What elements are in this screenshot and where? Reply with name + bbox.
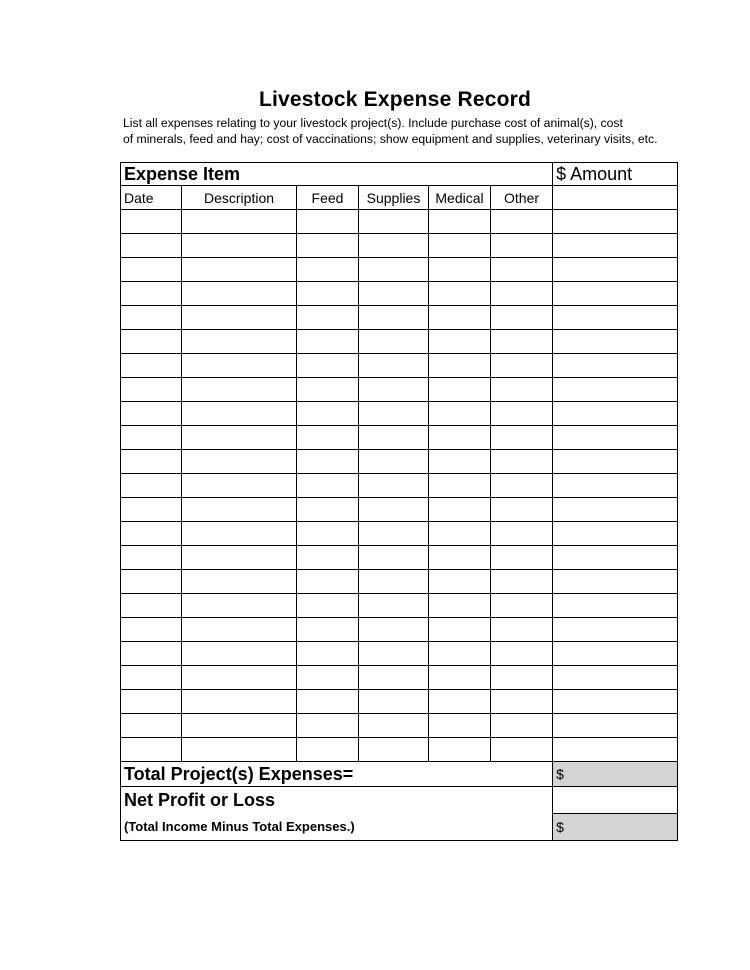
cell-supplies[interactable] xyxy=(359,426,429,450)
cell-medical[interactable] xyxy=(429,642,491,666)
cell-date[interactable] xyxy=(121,402,182,426)
table-row xyxy=(121,594,678,618)
table-row xyxy=(121,450,678,474)
cell-feed[interactable] xyxy=(297,690,359,714)
cell-description[interactable] xyxy=(182,282,297,306)
table-row xyxy=(121,618,678,642)
cell-feed[interactable] xyxy=(297,210,359,234)
column-header-feed: Feed xyxy=(297,186,359,210)
table-row xyxy=(121,474,678,498)
cell-amount[interactable] xyxy=(553,498,678,522)
cell-feed[interactable] xyxy=(297,474,359,498)
cell-medical[interactable] xyxy=(429,570,491,594)
cell-amount[interactable] xyxy=(553,546,678,570)
cell-other[interactable] xyxy=(491,570,553,594)
cell-date[interactable] xyxy=(121,498,182,522)
cell-other[interactable] xyxy=(491,234,553,258)
cell-supplies[interactable] xyxy=(359,234,429,258)
cell-date[interactable] xyxy=(121,690,182,714)
cell-description[interactable] xyxy=(182,714,297,738)
cell-description[interactable] xyxy=(182,594,297,618)
cell-feed[interactable] xyxy=(297,402,359,426)
cell-description[interactable] xyxy=(182,426,297,450)
table-row xyxy=(121,330,678,354)
cell-feed[interactable] xyxy=(297,426,359,450)
cell-medical[interactable] xyxy=(429,402,491,426)
table-row xyxy=(121,354,678,378)
cell-description[interactable] xyxy=(182,450,297,474)
instructions-line-2: of minerals, feed and hay; cost of vaccinations; show equipment and supplies, veterinary visits, etc. xyxy=(123,132,658,146)
table-row xyxy=(121,234,678,258)
cell-supplies[interactable] xyxy=(359,210,429,234)
cell-other[interactable] xyxy=(491,546,553,570)
cell-other[interactable] xyxy=(491,402,553,426)
cell-amount[interactable] xyxy=(553,666,678,690)
cell-amount[interactable] xyxy=(553,210,678,234)
cell-amount[interactable] xyxy=(553,474,678,498)
cell-supplies[interactable] xyxy=(359,738,429,762)
cell-other[interactable] xyxy=(491,306,553,330)
cell-supplies[interactable] xyxy=(359,690,429,714)
cell-amount[interactable] xyxy=(553,690,678,714)
cell-feed[interactable] xyxy=(297,570,359,594)
cell-description[interactable] xyxy=(182,666,297,690)
cell-feed[interactable] xyxy=(297,594,359,618)
cell-other[interactable] xyxy=(491,714,553,738)
cell-medical[interactable] xyxy=(429,282,491,306)
expense-item-header: Expense Item xyxy=(121,163,553,186)
column-header-description: Description xyxy=(182,186,297,210)
net-profit-sub-label: (Total Income Minus Total Expenses.) xyxy=(121,814,553,841)
net-profit-sub-row xyxy=(121,814,678,841)
cell-other[interactable] xyxy=(491,210,553,234)
cell-date[interactable] xyxy=(121,306,182,330)
cell-medical[interactable] xyxy=(429,450,491,474)
cell-description[interactable] xyxy=(182,354,297,378)
cell-other[interactable] xyxy=(491,378,553,402)
cell-date[interactable] xyxy=(121,474,182,498)
cell-other[interactable] xyxy=(491,498,553,522)
table-row xyxy=(121,714,678,738)
cell-supplies[interactable] xyxy=(359,666,429,690)
net-profit-label: Net Profit or Loss xyxy=(121,787,553,814)
table-row xyxy=(121,570,678,594)
cell-feed[interactable] xyxy=(297,330,359,354)
cell-supplies[interactable] xyxy=(359,642,429,666)
cell-description[interactable] xyxy=(182,522,297,546)
cell-other[interactable] xyxy=(491,642,553,666)
cell-description[interactable] xyxy=(182,306,297,330)
cell-medical[interactable] xyxy=(429,522,491,546)
cell-amount[interactable] xyxy=(553,738,678,762)
cell-other[interactable] xyxy=(491,426,553,450)
cell-other[interactable] xyxy=(491,450,553,474)
cell-feed[interactable] xyxy=(297,738,359,762)
table-row xyxy=(121,402,678,426)
cell-medical[interactable] xyxy=(429,738,491,762)
cell-date[interactable] xyxy=(121,714,182,738)
cell-description[interactable] xyxy=(182,258,297,282)
cell-medical[interactable] xyxy=(429,546,491,570)
column-header-date: Date xyxy=(121,186,182,210)
cell-date[interactable] xyxy=(121,546,182,570)
table-row xyxy=(121,426,678,450)
cell-medical[interactable] xyxy=(429,210,491,234)
cell-description[interactable] xyxy=(182,378,297,402)
cell-feed[interactable] xyxy=(297,306,359,330)
table-row xyxy=(121,498,678,522)
cell-date[interactable] xyxy=(121,258,182,282)
cell-description[interactable] xyxy=(182,642,297,666)
cell-description[interactable] xyxy=(182,498,297,522)
cell-amount[interactable] xyxy=(553,258,678,282)
cell-supplies[interactable] xyxy=(359,282,429,306)
cell-date[interactable] xyxy=(121,570,182,594)
cell-medical[interactable] xyxy=(429,594,491,618)
cell-supplies[interactable] xyxy=(359,450,429,474)
cell-feed[interactable] xyxy=(297,354,359,378)
cell-other[interactable] xyxy=(491,258,553,282)
header-row-columns xyxy=(121,186,678,210)
cell-other[interactable] xyxy=(491,474,553,498)
cell-amount[interactable] xyxy=(553,282,678,306)
cell-feed[interactable] xyxy=(297,618,359,642)
cell-medical[interactable] xyxy=(429,354,491,378)
cell-other[interactable] xyxy=(491,354,553,378)
column-header-other: Other xyxy=(491,186,553,210)
cell-supplies[interactable] xyxy=(359,594,429,618)
cell-amount[interactable] xyxy=(553,570,678,594)
cell-other[interactable] xyxy=(491,738,553,762)
cell-supplies[interactable] xyxy=(359,306,429,330)
net-profit-blank xyxy=(553,787,678,814)
cell-supplies[interactable] xyxy=(359,714,429,738)
cell-description[interactable] xyxy=(182,570,297,594)
table-row xyxy=(121,642,678,666)
cell-description[interactable] xyxy=(182,738,297,762)
cell-feed[interactable] xyxy=(297,522,359,546)
cell-supplies[interactable] xyxy=(359,618,429,642)
cell-amount[interactable] xyxy=(553,234,678,258)
table-row xyxy=(121,306,678,330)
cell-description[interactable] xyxy=(182,474,297,498)
cell-date[interactable] xyxy=(121,378,182,402)
cell-description[interactable] xyxy=(182,690,297,714)
total-row xyxy=(121,762,678,787)
cell-medical[interactable] xyxy=(429,234,491,258)
cell-amount[interactable] xyxy=(553,642,678,666)
cell-medical[interactable] xyxy=(429,498,491,522)
cell-other[interactable] xyxy=(491,282,553,306)
cell-feed[interactable] xyxy=(297,234,359,258)
cell-description[interactable] xyxy=(182,210,297,234)
cell-date[interactable] xyxy=(121,522,182,546)
cell-medical[interactable] xyxy=(429,378,491,402)
cell-medical[interactable] xyxy=(429,426,491,450)
cell-feed[interactable] xyxy=(297,258,359,282)
cell-amount[interactable] xyxy=(553,354,678,378)
cell-supplies[interactable] xyxy=(359,570,429,594)
total-expenses-label: Total Project(s) Expenses= xyxy=(121,762,553,787)
net-profit-row xyxy=(121,787,678,814)
cell-feed[interactable] xyxy=(297,498,359,522)
page-title: Livestock Expense Record xyxy=(258,88,532,111)
cell-amount[interactable] xyxy=(553,330,678,354)
cell-feed[interactable] xyxy=(297,642,359,666)
cell-amount[interactable] xyxy=(553,426,678,450)
cell-supplies[interactable] xyxy=(359,522,429,546)
cell-date[interactable] xyxy=(121,666,182,690)
cell-medical[interactable] xyxy=(429,474,491,498)
cell-other[interactable] xyxy=(491,594,553,618)
cell-other[interactable] xyxy=(491,690,553,714)
cell-supplies[interactable] xyxy=(359,474,429,498)
cell-amount[interactable] xyxy=(553,594,678,618)
table-row xyxy=(121,258,678,282)
table-row xyxy=(121,666,678,690)
cell-amount[interactable] xyxy=(553,522,678,546)
cell-amount[interactable] xyxy=(553,306,678,330)
cell-medical[interactable] xyxy=(429,690,491,714)
column-header-amount-blank xyxy=(553,186,678,210)
cell-medical[interactable] xyxy=(429,306,491,330)
cell-date[interactable] xyxy=(121,354,182,378)
cell-other[interactable] xyxy=(491,618,553,642)
cell-supplies[interactable] xyxy=(359,498,429,522)
instructions-line-1: List all expenses relating to your livestock project(s). Include purchase cost of animal(s), cost xyxy=(123,116,623,130)
table-row xyxy=(121,546,678,570)
cell-supplies[interactable] xyxy=(359,330,429,354)
cell-supplies[interactable] xyxy=(359,258,429,282)
cell-description[interactable] xyxy=(182,546,297,570)
cell-medical[interactable] xyxy=(429,666,491,690)
cell-other[interactable] xyxy=(491,522,553,546)
column-header-supplies: Supplies xyxy=(359,186,429,210)
cell-date[interactable] xyxy=(121,594,182,618)
cell-date[interactable] xyxy=(121,282,182,306)
cell-supplies[interactable] xyxy=(359,354,429,378)
cell-description[interactable] xyxy=(182,402,297,426)
cell-medical[interactable] xyxy=(429,618,491,642)
cell-amount[interactable] xyxy=(553,450,678,474)
cell-other[interactable] xyxy=(491,330,553,354)
cell-feed[interactable] xyxy=(297,378,359,402)
cell-date[interactable] xyxy=(121,450,182,474)
cell-supplies[interactable] xyxy=(359,378,429,402)
cell-feed[interactable] xyxy=(297,450,359,474)
cell-amount[interactable] xyxy=(553,402,678,426)
cell-description[interactable] xyxy=(182,330,297,354)
expense-table xyxy=(120,162,678,841)
cell-date[interactable] xyxy=(121,618,182,642)
column-header-medical: Medical xyxy=(429,186,491,210)
cell-description[interactable] xyxy=(182,618,297,642)
cell-medical[interactable] xyxy=(429,258,491,282)
cell-amount[interactable] xyxy=(553,618,678,642)
table-row xyxy=(121,282,678,306)
cell-feed[interactable] xyxy=(297,282,359,306)
amount-header: $ Amount xyxy=(553,163,678,186)
cell-feed[interactable] xyxy=(297,714,359,738)
cell-feed[interactable] xyxy=(297,546,359,570)
cell-supplies[interactable] xyxy=(359,402,429,426)
cell-date[interactable] xyxy=(121,738,182,762)
cell-date[interactable] xyxy=(121,642,182,666)
cell-supplies[interactable] xyxy=(359,546,429,570)
header-row-primary xyxy=(121,163,678,186)
cell-date[interactable] xyxy=(121,426,182,450)
cell-other[interactable] xyxy=(491,666,553,690)
instructions xyxy=(123,115,683,147)
cell-medical[interactable] xyxy=(429,714,491,738)
total-expenses-field[interactable]: $ xyxy=(553,762,678,787)
table-row xyxy=(121,738,678,762)
table-row xyxy=(121,690,678,714)
cell-amount[interactable] xyxy=(553,378,678,402)
net-profit-field[interactable]: $ xyxy=(553,814,678,841)
cell-feed[interactable] xyxy=(297,666,359,690)
cell-date[interactable] xyxy=(121,210,182,234)
cell-amount[interactable] xyxy=(553,714,678,738)
cell-description[interactable] xyxy=(182,234,297,258)
cell-date[interactable] xyxy=(121,234,182,258)
table-row xyxy=(121,210,678,234)
cell-date[interactable] xyxy=(121,330,182,354)
table-row xyxy=(121,378,678,402)
cell-medical[interactable] xyxy=(429,330,491,354)
table-row xyxy=(121,522,678,546)
